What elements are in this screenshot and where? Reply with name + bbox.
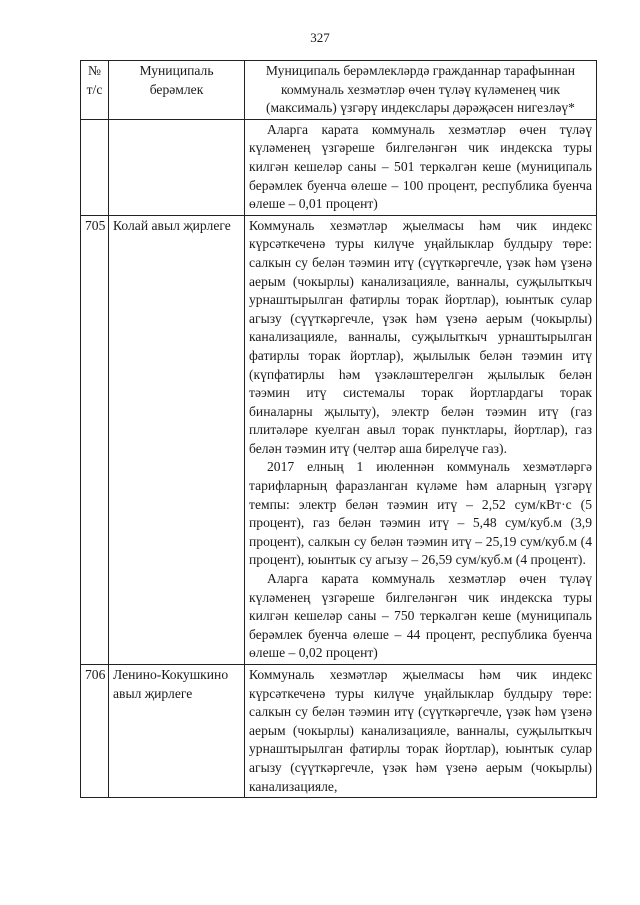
page-number: 327 — [310, 30, 330, 45]
header-number: № т/с — [81, 61, 109, 120]
row-municipality: Колай авыл җирлеге — [109, 215, 245, 664]
row-number — [81, 119, 109, 215]
table-row — [81, 665, 597, 798]
row-number: 706 — [81, 665, 109, 798]
row-description — [245, 665, 597, 798]
description-paragraph: 2017 елның 1 июленнән коммуналь хезмәтләргә тарифларның фаразланган күләме һәм аларның үзгәрү темпы: электр белән тәэмин итү – 2,52 сум/кВт·с (5 процент), газ белән тәэмин итү – 5,48 сум/куб.м (3,9 процент), салкын су белән тәэмин итү – 25,19 сум/куб.м (4 процент), юынтык су агызу – 26,59 сум/куб.м (4 процент). — [249, 459, 592, 568]
table-row — [81, 119, 597, 215]
header-description: Муниципаль берәмлекләрдә гражданнар тарафыннан коммуналь хезмәтләр өчен түләү күләменең чик (максималь) үзгәрү индекслары дәрәҗәсен нигезләү* — [245, 61, 597, 120]
description-paragraph: Аларга карата коммуналь хезмәтләр өчен түләү күләменең үзгәреше билгеләнгән чик индекска туры килгән кешеләр саны – 501 теркәлгән кеше (муниципаль берәмлек буенча өлеше – 100 процент, республика буенча өлеше – 0,01 процент) — [249, 121, 592, 212]
row-description — [245, 215, 597, 664]
description-paragraph: Аларга карата коммуналь хезмәтләр өчен түләү күләменең үзгәреше билгеләнгән чик индекска туры килгән кешеләр саны – 750 теркәлгән кеше (муниципаль берәмлек буенча өлеше – 44 процент, республика буенча өлеше – 0,02 процент) — [249, 571, 592, 661]
description-paragraph: Коммуналь хезмәтләр җыелмасы һәм чик индекс күрсәткеченә туры килүче уңайлыклар булдыру төре: салкын су белән тәэмин итү (сүүткәргечле, үзәк һәм үзенә аерым (чокырлы) канализацияле, ванналы, суҗылыткыч урнаштырылган фатирлы торак йортлар), юынтык сулар агызу (сүүткәргечле, үзәк һәм үзенә аерым (чокырлы) канализацияле, ванналы, суҗылыткыч урнаштырылган фатирлы торак йортлар), җылылык белән тәэмин итү (күпфатирлы һәм үзәкләштерелгән җылылык белән тәэмин итү системалы торак йортлардагы торак биналарны җылыту), электр белән тәэмин итү (газ плитәләре куелган авыл торак пунктлары, йортлар), газ белән тәэмин итү (челтәр аша бирелүче газ). — [249, 217, 592, 456]
header-municipality: Муниципаль берәмлек — [109, 61, 245, 120]
row-municipality — [109, 119, 245, 215]
table-header-row — [81, 61, 597, 120]
indices-table — [80, 60, 597, 798]
table-row — [81, 215, 597, 664]
row-number: 705 — [81, 215, 109, 664]
description-paragraph: Коммуналь хезмәтләр җыелмасы һәм чик индекс күрсәткеченә туры килүче уңайлыклар булдыру төре: салкын су белән тәэмин итү (сүүткәргечле, үзәк һәм үзенә аерым (чокырлы) канализацияле, ванналы, суҗылыткыч урнаштырылган фатирлы торак йортлар), юынтык сулар агызу (сүүткәргечле, үзәк һәм үзенә аерым (чокырлы) канализацияле, — [249, 667, 592, 794]
row-description — [245, 119, 597, 215]
row-municipality: Ленино-Кокушкино авыл җирлеге — [109, 665, 245, 798]
